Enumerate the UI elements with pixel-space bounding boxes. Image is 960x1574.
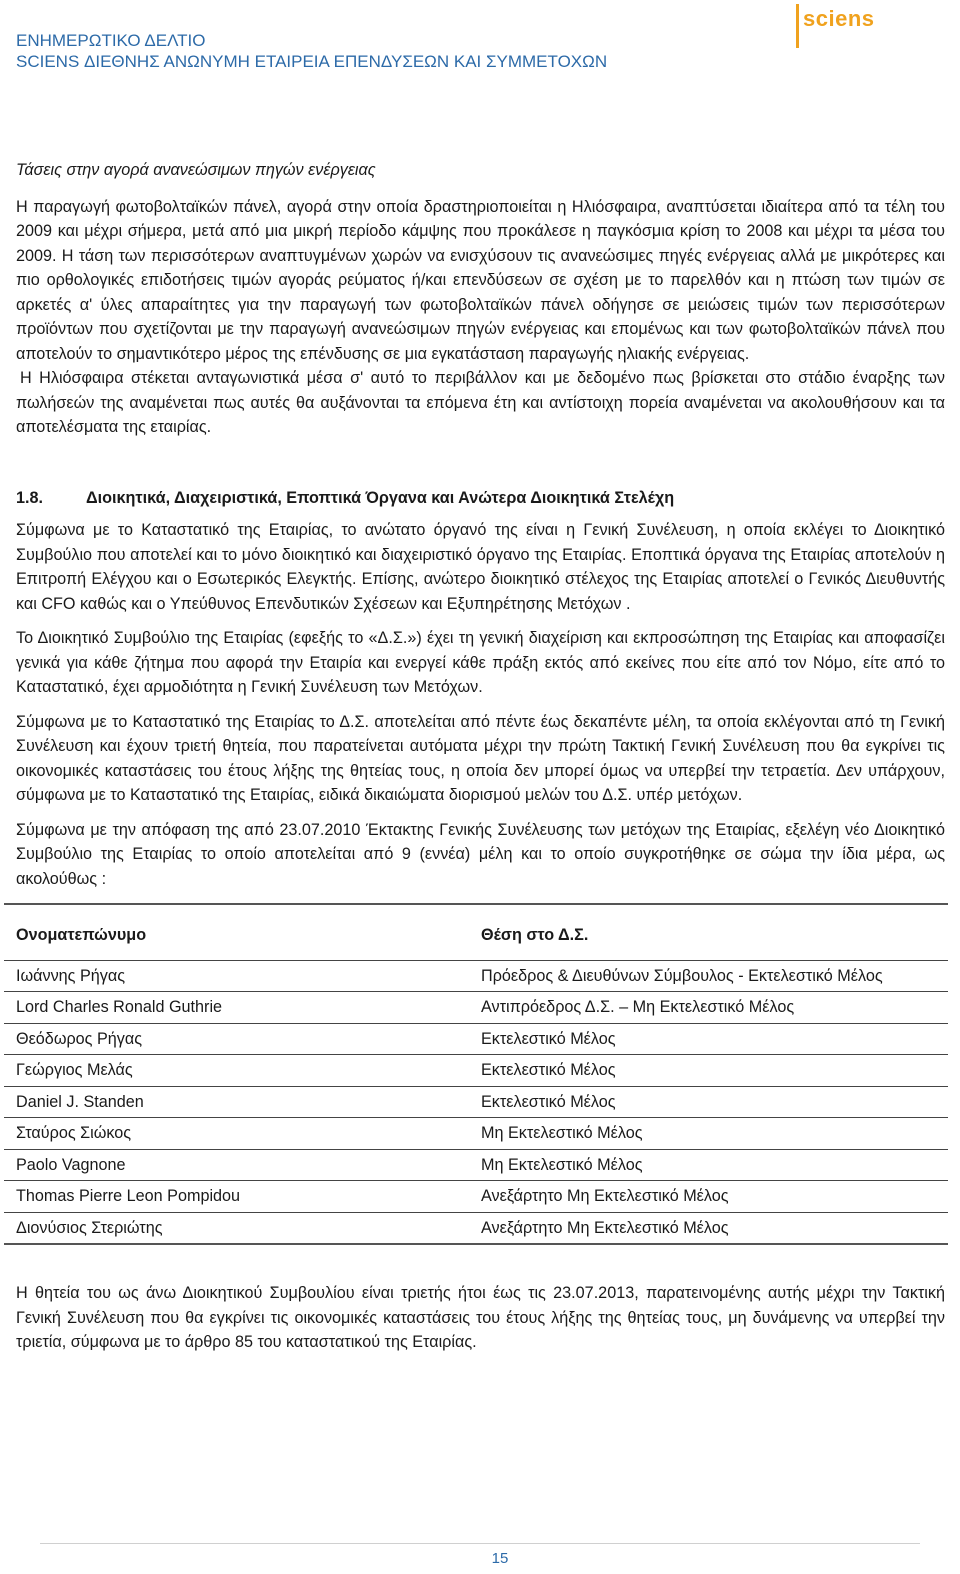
board-members-table — [4, 903, 948, 1245]
member-position: Αντιπρόεδρος Δ.Σ. – Μη Εκτελεστικό Μέλος — [481, 992, 948, 1024]
trends-title: Τάσεις στην αγορά ανανεώσιμων πηγών ενέργειας — [16, 161, 376, 179]
section-number: 1.8. — [16, 488, 44, 507]
document-header — [16, 30, 607, 72]
member-name: Διονύσιος Στεριώτης — [4, 1212, 481, 1244]
trends-paragraph-2: Η Ηλιόσφαιρα στέκεται ανταγωνιστικά μέσα σ' αυτό το περιβάλλον και με δεδομένο πως βρίσκεται στο στάδιο έναρξης των πωλήσεών της αναμένεται πως αυτές θα αυξάνονται τα επόμενα έτη και αντίστοιχη πορεία αναμένεται να ακολουθήσουν και τα αποτελέσματα της εταιρίας. — [16, 369, 945, 436]
member-position: Ανεξάρτητο Μη Εκτελεστικό Μέλος — [481, 1212, 948, 1244]
table-row — [4, 1055, 948, 1087]
member-position: Πρόεδρος & Διευθύνων Σύμβουλος - Εκτελεστικό Μέλος — [481, 960, 948, 992]
member-name: Ιωάννης Ρήγας — [4, 960, 481, 992]
table-row — [4, 1212, 948, 1244]
member-name: Θεόδωρος Ρήγας — [4, 1023, 481, 1055]
member-position: Ανεξάρτητο Μη Εκτελεστικό Μέλος — [481, 1181, 948, 1213]
member-name: Σταύρος Σιώκος — [4, 1118, 481, 1150]
section-title: Διοικητικά, Διαχειριστικά, Εποπτικά Όργανα και Ανώτερα Διοικητικά Στελέχη — [86, 488, 675, 507]
section-paragraph-2: Το Διοικητικό Συμβούλιο της Εταιρίας (εφεξής το «Δ.Σ.») έχει τη γενική διαχείριση και εκπροσώπηση της Εταιρίας και αποφασίζει γενικά για κάθε ζήτημα που αφορά την Εταιρία και ενεργεί κάθε πράξη εκτός από εκείνες που είτε από τον Νόμο, είτε από το Καταστατικό, έχει αρμοδιότητα η Γενική Συνέλευση των Μετόχων. — [16, 629, 945, 696]
table-row — [4, 1023, 948, 1055]
logo-text: sciens — [803, 6, 875, 31]
document-body — [16, 158, 945, 1355]
member-position: Εκτελεστικό Μέλος — [481, 1086, 948, 1118]
table-row — [4, 1086, 948, 1118]
member-position: Μη Εκτελεστικό Μέλος — [481, 1149, 948, 1181]
column-header-name: Ονοματεπώνυμο — [16, 926, 147, 944]
sciens-logo — [796, 4, 875, 50]
trends-paragraph-1: Η παραγωγή φωτοβολταϊκών πάνελ, αγορά στην οποία δραστηριοποιείται η Ηλιόσφαιρα, αναπτύσεται ιδιαίτερα από τα τέλη του 2009 και μέχρι σήμερα, μετά από μια μικρή περίοδο κάμψης που προκάλεσε η παγκόσμια κρίση το 2008 και μέχρι τα μέσα του 2009. Η τάση των περισσότερων αναπτυγμένων χωρών να ενισχύσουν τις ανανεώσιμες πηγές ενέργειας αλλά με μικρότερες και πιο ορθολογικές επιδοτήσεις τιμών αγοράς ρεύματος ή/και επενδύσεων σε σχέση με το παρελθόν και η πτώση των τιμών σε αρκετές α' ύλες απαραίτητες για την παραγωγή των φωτοβολταϊκών πάνελ οδήγησε σε μειώσεις τιμών των περισσότερων προϊόντων που σχετίζονται με την παραγωγή ανανεώσιμων πηγών ενέργειας και επομένως και των φωτοβολταϊκών πάνελ που αποτελούν το σημαντικότερο μέρος της επένδυσης σε μια εγκατάσταση παραγωγής ηλιακής ενέργειας. — [16, 197, 945, 363]
logo-bar — [796, 4, 799, 48]
table-row — [4, 992, 948, 1024]
table-row — [4, 960, 948, 992]
table-header-row — [4, 904, 948, 960]
member-name: Thomas Pierre Leon Pompidou — [4, 1181, 481, 1213]
member-position: Εκτελεστικό Μέλος — [481, 1023, 948, 1055]
member-position: Εκτελεστικό Μέλος — [481, 1055, 948, 1087]
section-paragraph-4: Σύμφωνα με την απόφαση της από 23.07.2010 Έκτακτης Γενικής Συνέλευσης των μετόχων της Εταιρίας, εξελέγη νέο Διοικητικό Συμβούλιο της Εταιρίας το οποίο αποτελείται από 9 (εννέα) μέλη και το οποίο συγκροτήθηκε σε σώμα την ίδια μέρα, ως ακολούθως : — [16, 820, 945, 888]
table-row — [4, 1118, 948, 1150]
header-company: SCIENS ΔΙΕΘΝΗΣ ΑΝΩΝΥΜΗ ΕΤΑΙΡΕΙΑ ΕΠΕΝΔΥΣΕΩΝ ΚΑΙ ΣΥΜΜΕΤΟΧΩΝ — [16, 52, 608, 71]
member-name: Daniel J. Standen — [4, 1086, 481, 1118]
section-heading — [16, 486, 945, 511]
header-title: ΕΝΗΜΕΡΩΤΙΚΟ ΔΕΛΤΙΟ — [16, 31, 206, 50]
member-name: Paolo Vagnone — [4, 1149, 481, 1181]
member-position: Μη Εκτελεστικό Μέλος — [481, 1118, 948, 1150]
section-paragraph-3: Σύμφωνα με το Καταστατικό της Εταιρίας το Δ.Σ. αποτελείται από πέντε έως δεκαπέντε μέλη, τα οποία εκλέγονται από τη Γενική Συνέλευση και έχουν τριετή θητεία, που παρατείνεται αυτόματα μέχρι την πρώτη Τακτική Γενική Συνέλευση που θα εγκρίνει τις οικονομικές καταστάσεις του έτους λήξης της θητείας τους, η οποία δεν μπορεί όμως να υπερβεί την τετραετία. Δεν υπάρχουν, σύμφωνα με το Καταστατικό της Εταιρίας, ειδικά δικαιώματα διορισμού μελών του Δ.Σ. υπέρ μετόχων. — [16, 712, 945, 804]
section-paragraph-1: Σύμφωνα με το Καταστατικό της Εταιρίας, το ανώτατο όργανό της είναι η Γενική Συνέλευση, η οποία εκλέγει το Διοικητικό Συμβούλιο που αποτελεί και το μόνο διοικητικό και διαχειριστικό όργανο της Εταιρίας. Εποπτικά όργανα της Εταιρίας αποτελούν η Επιτροπή Ελέγχου και ο Εσωτερικός Ελεγκτής. Επίσης, ανώτερο διοικητικό στέλεχος της Εταιρίας αποτελεί ο Γενικός Διευθυντής και CFO καθώς και ο Υπεύθυνος Επενδυτικών Σχέσεων και Εξυπηρέτησης Μετόχων . — [16, 521, 945, 613]
table-row — [4, 1149, 948, 1181]
member-name: Lord Charles Ronald Guthrie — [4, 992, 481, 1024]
column-header-position: Θέση στο Δ.Σ. — [481, 926, 589, 944]
table-row — [4, 1181, 948, 1213]
footer-divider — [40, 1543, 920, 1544]
member-name: Γεώργιος Μελάς — [4, 1055, 481, 1087]
page-number: 15 — [491, 1550, 509, 1567]
section-paragraph-5: Η θητεία του ως άνω Διοικητικού Συμβουλίου είναι τριετής ήτοι έως τις 23.07.2013, παρατεινομένης αυτής μέχρι την Τακτική Γενική Συνέλευση που θα εγκρίνει τις οικονομικές καταστάσεις του έτους λήξης της θητείας τους, μη δυνάμενης να υπερβεί την τριετία, σύμφωνα με το άρθρο 85 του καταστατικού της Εταιρίας. — [16, 1284, 945, 1351]
